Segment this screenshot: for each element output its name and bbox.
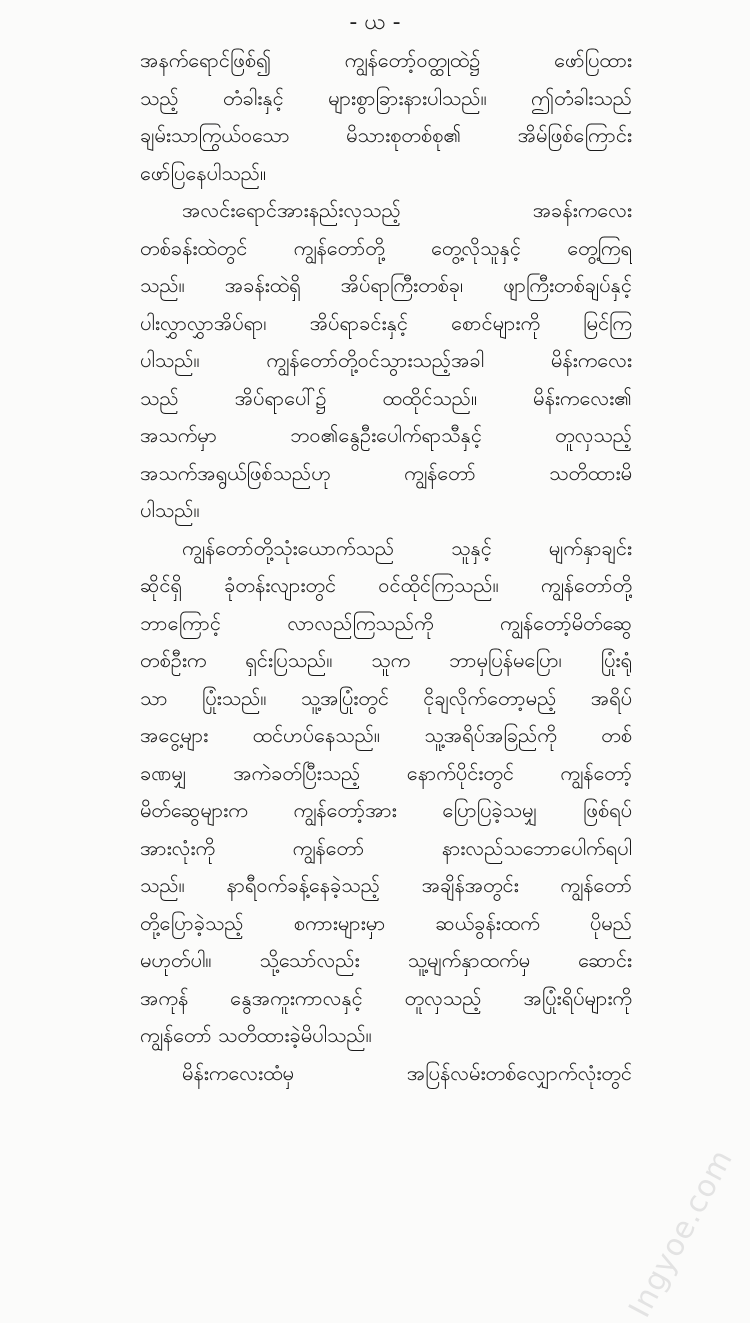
text-line: ကျွန်တော် သတိထားခဲ့မိပါသည်။ — [140, 1023, 372, 1047]
text-line: အလင်းရောင်အားနည်းလှသည့် အခန်းကလေး — [182, 198, 632, 222]
text-line: သည်။ အခန်းထဲရှိ အိပ်ရာကြီးတစ်ခု၊ ဖျာကြီးတစ်ချပ်နှင့် — [140, 273, 632, 297]
text-line: ဆိုင်ရှိ ခုံတန်းလျားတွင် ဝင်ထိုင်ကြသည်။ ကျွန်တော်တို့ — [140, 573, 632, 597]
text-line: တို့ပြောခဲ့သည့် စကားများမှာ ဆယ်ခွန်းထက် ပိုမည် — [140, 910, 632, 935]
text-line: တစ်ဦးက ရှင်းပြသည်။ သူက ဘာမှပြန်မပြော၊ ပြုံးရုံ — [140, 648, 632, 672]
text-line: အားလုံးကို ကျွန်တော် နားလည်သဘောပေါက်ရပါ — [140, 835, 632, 860]
paragraph-3 — [140, 530, 632, 1055]
text-line: ဖော်ပြနေပါသည်။ — [140, 160, 267, 185]
watermark: Ingyoe.com — [622, 1143, 740, 1323]
text-line: သည် အိပ်ရာပေါ်၌ ထထိုင်သည်။ မိန်းကလေး၏ — [140, 385, 632, 410]
paragraph-4 — [140, 1055, 632, 1093]
text-line: အငွေ့များ ထင်ဟပ်နေသည်။ သူ့အရိပ်အခြည်ကို တစ် — [140, 723, 632, 747]
text-line: သာ ပြုံးသည်။ သူ့အပြုံးတွင် ငိုချလိုက်တော့မည့် အရိပ် — [140, 685, 632, 710]
text-line: ဘာကြောင့် လာလည်ကြသည်ကို ကျွန်တော့်မိတ်ဆွေ — [140, 610, 632, 635]
text-line: ကျွန်တော်တို့သုံးယောက်သည် သူနှင့် မျက်နှာချင်း — [182, 535, 632, 560]
text-line: အသက်အရွယ်ဖြစ်သည်ဟု ကျွန်တော် သတိထားမိ — [140, 460, 632, 485]
text-line: သည်။ နာရီဝက်ခန့်နေခဲ့သည့် အချိန်အတွင်း ကျွန်တော် — [140, 873, 632, 897]
text-line: တစ်ခန်းထဲတွင် ကျွန်တော်တို့ တွေ့လိုသူနှင့် တွေ့ကြရ — [140, 235, 632, 260]
text-line: အကုန် နွေအကူးကာလနှင့် တူလှသည့် အပြုံးရိပ်များကို — [140, 985, 632, 1010]
text-line: အနက်ရောင်ဖြစ်၍ ကျွန်တော့်ဝတ္ထုထဲ၌ ဖော်ပြထား — [140, 48, 632, 72]
text-line: ပါးလွှာလွှာအိပ်ရာ၊ အိပ်ရာခင်းနှင့် စောင်များကို မြင်ကြ — [140, 310, 632, 335]
text-line: ပါသည်။ ကျွန်တော်တို့ဝင်သွားသည့်အခါ မိန်းကလေး — [140, 348, 632, 372]
text-line: သည့် တံခါးနှင့် များစွာခြားနားပါသည်။ ဤတံခါးသည် — [140, 85, 632, 110]
text-line: ပါသည်။ — [140, 498, 200, 522]
body-text — [140, 42, 632, 1092]
text-line: အသက်မှာ ဘဝ၏နွေဦးပေါက်ရာသီနှင့် တူလှသည့် — [140, 423, 632, 447]
text-line: ချမ်းသာကြွယ်ဝသော မိသားစုတစ်စု၏ အိမ်ဖြစ်ကြောင်း — [140, 123, 632, 147]
paragraph-2 — [140, 192, 632, 530]
text-line: ခဏမျှ အကဲခတ်ပြီးသည့် နောက်ပိုင်းတွင် ကျွန်တော့် — [140, 760, 632, 785]
text-line: မိတ်ဆွေများက ကျွန်တော့်အား ပြောပြခဲ့သမျှ ဖြစ်ရပ် — [140, 798, 632, 822]
paragraph-1 — [140, 42, 632, 192]
text-line: မိန်းကလေးထံမှ အပြန်လမ်းတစ်လျှောက်လုံးတွင် — [182, 1060, 632, 1085]
text-line: မဟုတ်ပါ။ သို့သော်လည်း သူ့မျက်နှာထက်မှ ဆောင်း — [140, 948, 632, 972]
page-number: - ယ - — [349, 10, 401, 35]
